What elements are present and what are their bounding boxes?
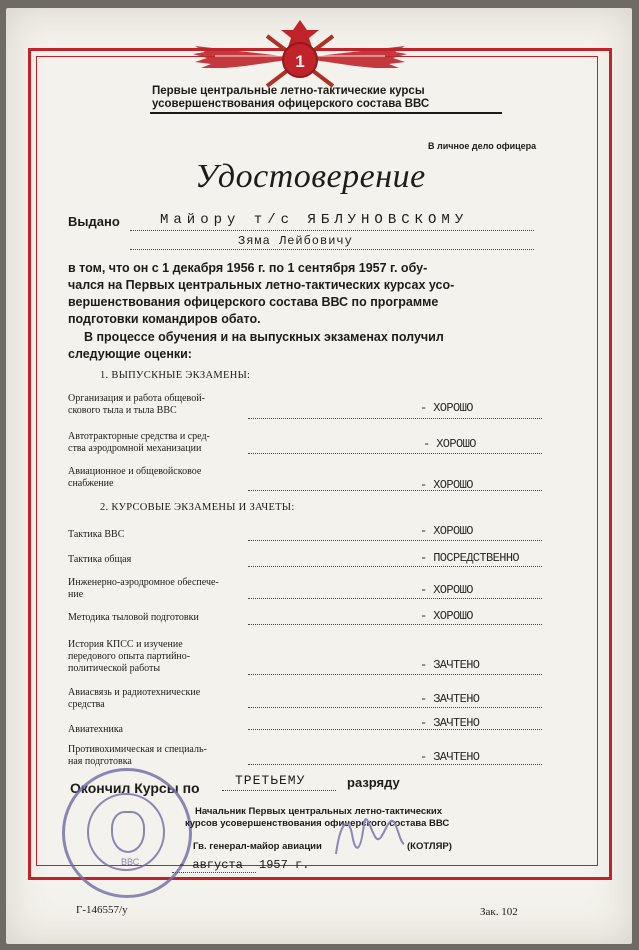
signatory-line-1: Начальник Первых центральных летно-тактических (195, 806, 443, 817)
subject-rear-training-method: Методика тыловой подготовки (68, 612, 199, 623)
emblem-number: 1 (295, 52, 305, 71)
date-year: 1957 г. (259, 858, 310, 872)
subject-aircraft-technology: Авиатехника (68, 724, 123, 735)
grade-line (248, 764, 542, 765)
personal-file-note: В личное дело офицера (428, 141, 537, 151)
issued-underline-2 (130, 249, 534, 250)
subject-airfield-engineering: Инженерно-аэродромное обеспече- ние (68, 577, 219, 600)
grade-line (248, 624, 542, 625)
stamp-text: ВВС (121, 857, 140, 867)
grade-line (248, 540, 542, 541)
air-force-emblem-icon (185, 16, 415, 96)
coat-of-arms-icon (111, 811, 145, 853)
grade-line (248, 598, 542, 599)
grade-line (248, 566, 542, 567)
grade-line (248, 418, 542, 419)
subject-cpsu-history: История КПСС и изучение передового опыта партийно- политической работы (68, 639, 191, 674)
issued-name-line-2: Зяма Лейбовичу (238, 234, 353, 248)
subject-rear-organization: Организация и работа общевой- скового тыла и тыла ВВС (68, 393, 205, 416)
issued-name-line-1: Майору т/с ЯБЛУНОВСКОМУ (160, 212, 469, 228)
subject-chemical-defense: Противохимическая и специаль- ная подготовка (68, 744, 207, 767)
paragraph-period: в том, что он с 1 декабря 1956 г. по 1 сентября 1957 г. обу- чался на Первых центральных летно-тактических курсах усо- вершенствования офицерского состава ВВС по программе подготовки командиров обато. (68, 261, 455, 326)
date-underline (172, 872, 256, 873)
signatory-line-2: курсов усовершенствования офицерского состава ВВС (185, 818, 450, 829)
paragraph-grades-intro: В процессе обучения и на выпускных экзаменах получил следующие оценки: (68, 330, 444, 361)
date-month: - августа (178, 858, 243, 872)
section-course-exams-title: 2. КУРСОВЫЕ ЭКЗАМЕНЫ И ЗАЧЕТЫ: (100, 502, 295, 513)
grade-value: - ХОРОШО (420, 524, 473, 538)
footer-form-number: Г-146557/у (76, 904, 128, 916)
stamp-inner-ring (87, 793, 165, 871)
signatory-name: (КОТЛЯР) (407, 841, 452, 852)
issued-label: Выдано (68, 214, 120, 229)
subject-supply: Авиационное и общевойсковое снабжение (68, 466, 202, 489)
grade-value: - ХОРОШО (420, 609, 473, 623)
grade-value: - ЗАЧТЕНО (420, 692, 480, 706)
grade-line (248, 490, 542, 491)
graduation-underline (222, 790, 336, 791)
grade-value: - ЗАЧТЕНО (420, 750, 480, 764)
graduation-suffix: разряду (347, 775, 400, 790)
grade-value: - ХОРОШО (420, 401, 473, 415)
grade-value: - ЗАЧТЕНО (420, 658, 480, 672)
grade-value: - ПОСРЕДСТВЕННО (420, 551, 520, 565)
grade-value: - ХОРОШО (420, 583, 473, 597)
graduation-prefix: Окончил Курсы по (70, 780, 200, 796)
issued-underline-1 (130, 230, 534, 231)
header-line-2: усовершенствования офицерского состава ВВС (152, 98, 430, 110)
document-title: Удостоверение (195, 158, 426, 195)
subject-general-tactics: Тактика общая (68, 554, 132, 565)
grade-line (248, 707, 542, 708)
subject-radio-communications: Авиасвязь и радиотехнические средства (68, 687, 201, 710)
grade-value: - ХОРОШО (423, 437, 476, 451)
signatory-rank: Гв. генерал-майор авиации (193, 841, 322, 852)
section-final-exams-title: 1. ВЫПУСКНЫЕ ЭКЗАМЕНЫ: (100, 370, 251, 381)
header-line-1: Первые центральные летно-тактические курсы (152, 85, 425, 97)
grade-value: - ХОРОШО (420, 478, 473, 492)
handwritten-signature-icon (330, 794, 410, 874)
official-stamp (62, 768, 192, 898)
footer-order-number: Зак. 102 (480, 906, 518, 918)
graduation-rank-value: ТРЕТЬЕМУ (235, 773, 306, 788)
grade-line (248, 453, 542, 454)
grade-value: - ЗАЧТЕНО (420, 716, 480, 730)
subject-vehicles: Автотракторные средства и сред- ства аэродромной механизации (68, 431, 210, 454)
subject-air-tactics: Тактика ВВС (68, 529, 125, 540)
header-rule (150, 112, 502, 114)
grade-line (248, 729, 542, 730)
grade-line (248, 674, 542, 675)
